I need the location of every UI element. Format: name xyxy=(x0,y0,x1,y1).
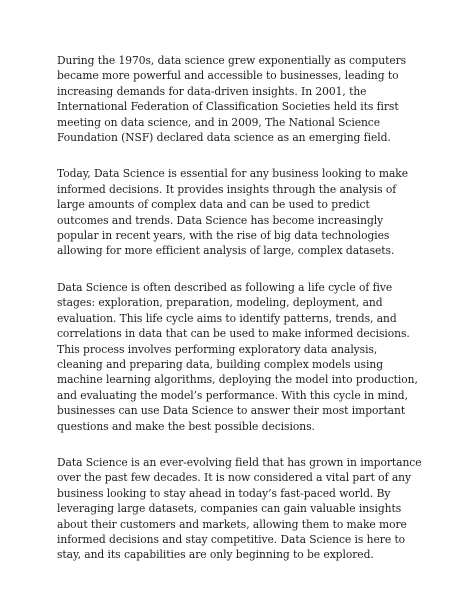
document-body xyxy=(57,53,422,584)
paragraph-future: Data Science is an ever-evolving field that has grown in importance over the past few decades. It is now considered a vital part of any business looking to stay ahead in today’s fast-paced world. By leveraging large datasets, companies can gain valuable insights about their customers and markets, allowing them to make more informed decisions and stay competitive. Data Science is here to stay, and its capabilities are only beginning to be explored. xyxy=(57,455,422,562)
paragraph-history: During the 1970s, data science grew exponentially as computers became more powerful and accessible to businesses, leading to increasing demands for data-driven insights. In 2001, the International Federation of Classification Societies held its first meeting on data science, and in 2009, The National Science Foundation (NSF) declared data science as an emerging field. xyxy=(57,54,407,145)
paragraph-today: Today, Data Science is essential for any business looking to make informed decisions. It provides insights through the analysis of large amounts of complex data and can be used to predict outcomes and trends. Data Science has become increasingly popular in recent years, with the rise of big data technologies allowing for more efficient analysis of large, complex datasets. xyxy=(57,167,408,258)
paragraph-life-cycle: Data Science is often described as following a life cycle of five stages: exploration, preparation, modeling, deployment, and evaluation. This life cycle aims to identify patterns, trends, and correlations in data that can be used to make informed decisions. This process involves performing exploratory data analysis, cleaning and preparing data, building complex models using machine learning algorithms, deploying the model into production, and evaluating the model’s performance. With this cycle in mind, businesses can use Data Science to answer their most important questions and make the best possible decisions. xyxy=(57,280,418,433)
